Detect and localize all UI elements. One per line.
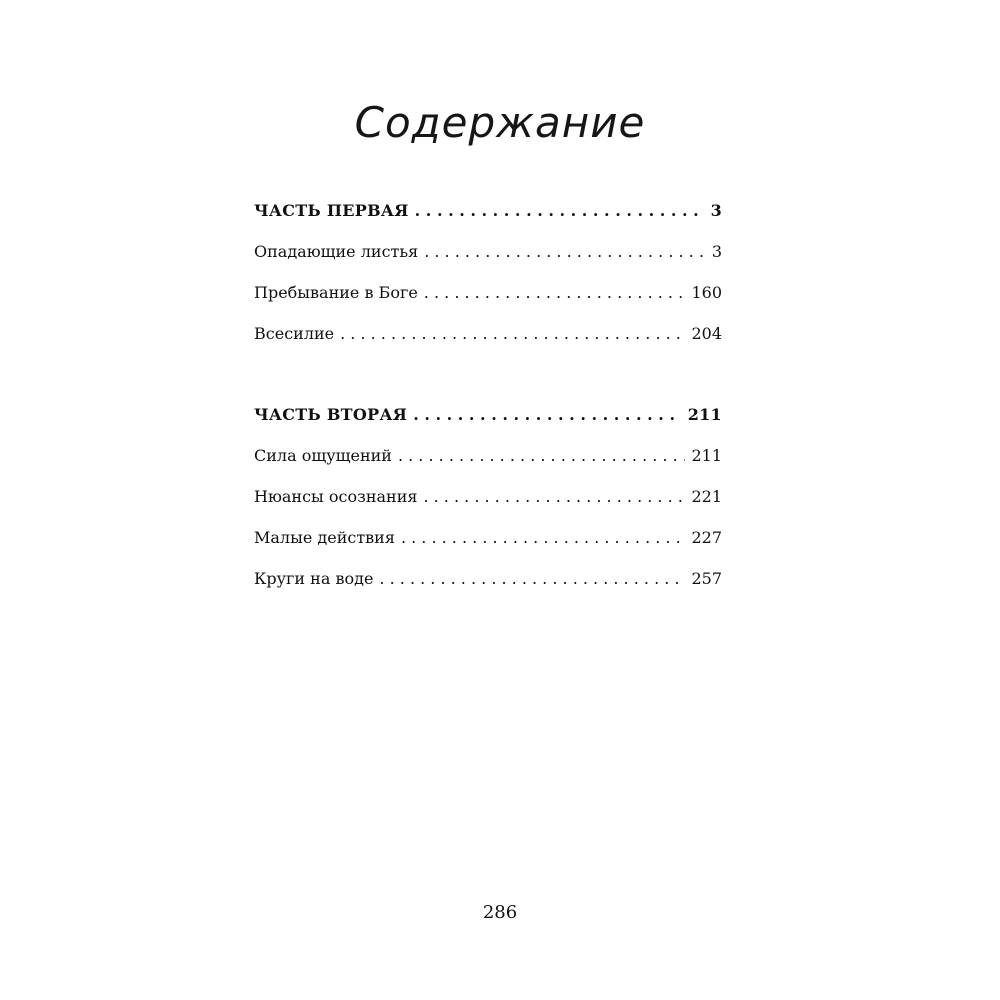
toc-heading-label: ЧАСТЬ ПЕРВАЯ bbox=[254, 201, 409, 220]
dot-leader bbox=[424, 282, 686, 304]
page-title: Содержание bbox=[354, 98, 646, 147]
toc-heading-label: ЧАСТЬ ВТОРАЯ bbox=[254, 405, 408, 424]
toc-entry-page: 211 bbox=[691, 446, 722, 465]
dot-leader bbox=[424, 241, 706, 263]
toc-entry-page: 3 bbox=[711, 242, 722, 261]
toc-entry bbox=[254, 323, 722, 364]
toc-entry-page: 257 bbox=[691, 569, 722, 588]
toc-entry bbox=[254, 486, 722, 527]
toc-part-heading bbox=[254, 200, 722, 241]
dot-leader bbox=[401, 527, 686, 549]
toc-heading-page: 3 bbox=[710, 201, 722, 220]
toc-part-heading bbox=[254, 404, 722, 445]
toc-entry-page: 221 bbox=[691, 487, 722, 506]
toc-entry-label: Круги на воде bbox=[254, 569, 374, 588]
toc-entry-label: Малые действия bbox=[254, 528, 395, 547]
dot-leader bbox=[423, 486, 685, 508]
toc-entry bbox=[254, 282, 722, 323]
toc-entry bbox=[254, 241, 722, 282]
toc-entry-label: Пребывание в Боге bbox=[254, 283, 418, 302]
page-number: 286 bbox=[482, 902, 518, 923]
toc-entry-page: 204 bbox=[691, 324, 722, 343]
toc-part-second bbox=[254, 404, 722, 609]
toc-entry-label: Всесилие bbox=[254, 324, 335, 343]
dot-leader bbox=[398, 445, 686, 467]
toc-entry bbox=[254, 568, 722, 609]
dot-leader bbox=[415, 200, 705, 222]
toc-entry-page: 227 bbox=[691, 528, 722, 547]
toc-entry bbox=[254, 527, 722, 568]
dot-leader bbox=[413, 404, 681, 426]
toc-entry-label: Сила ощущений bbox=[254, 446, 392, 465]
toc-entry bbox=[254, 445, 722, 486]
toc-heading-page: 211 bbox=[687, 405, 722, 424]
toc-part-first bbox=[254, 200, 722, 364]
toc-entry-label: Нюансы осознания bbox=[254, 487, 418, 506]
toc-entry-page: 160 bbox=[691, 283, 722, 302]
dot-leader bbox=[340, 323, 685, 345]
dot-leader bbox=[379, 568, 685, 590]
toc-entry-label: Опадающие листья bbox=[254, 242, 419, 261]
